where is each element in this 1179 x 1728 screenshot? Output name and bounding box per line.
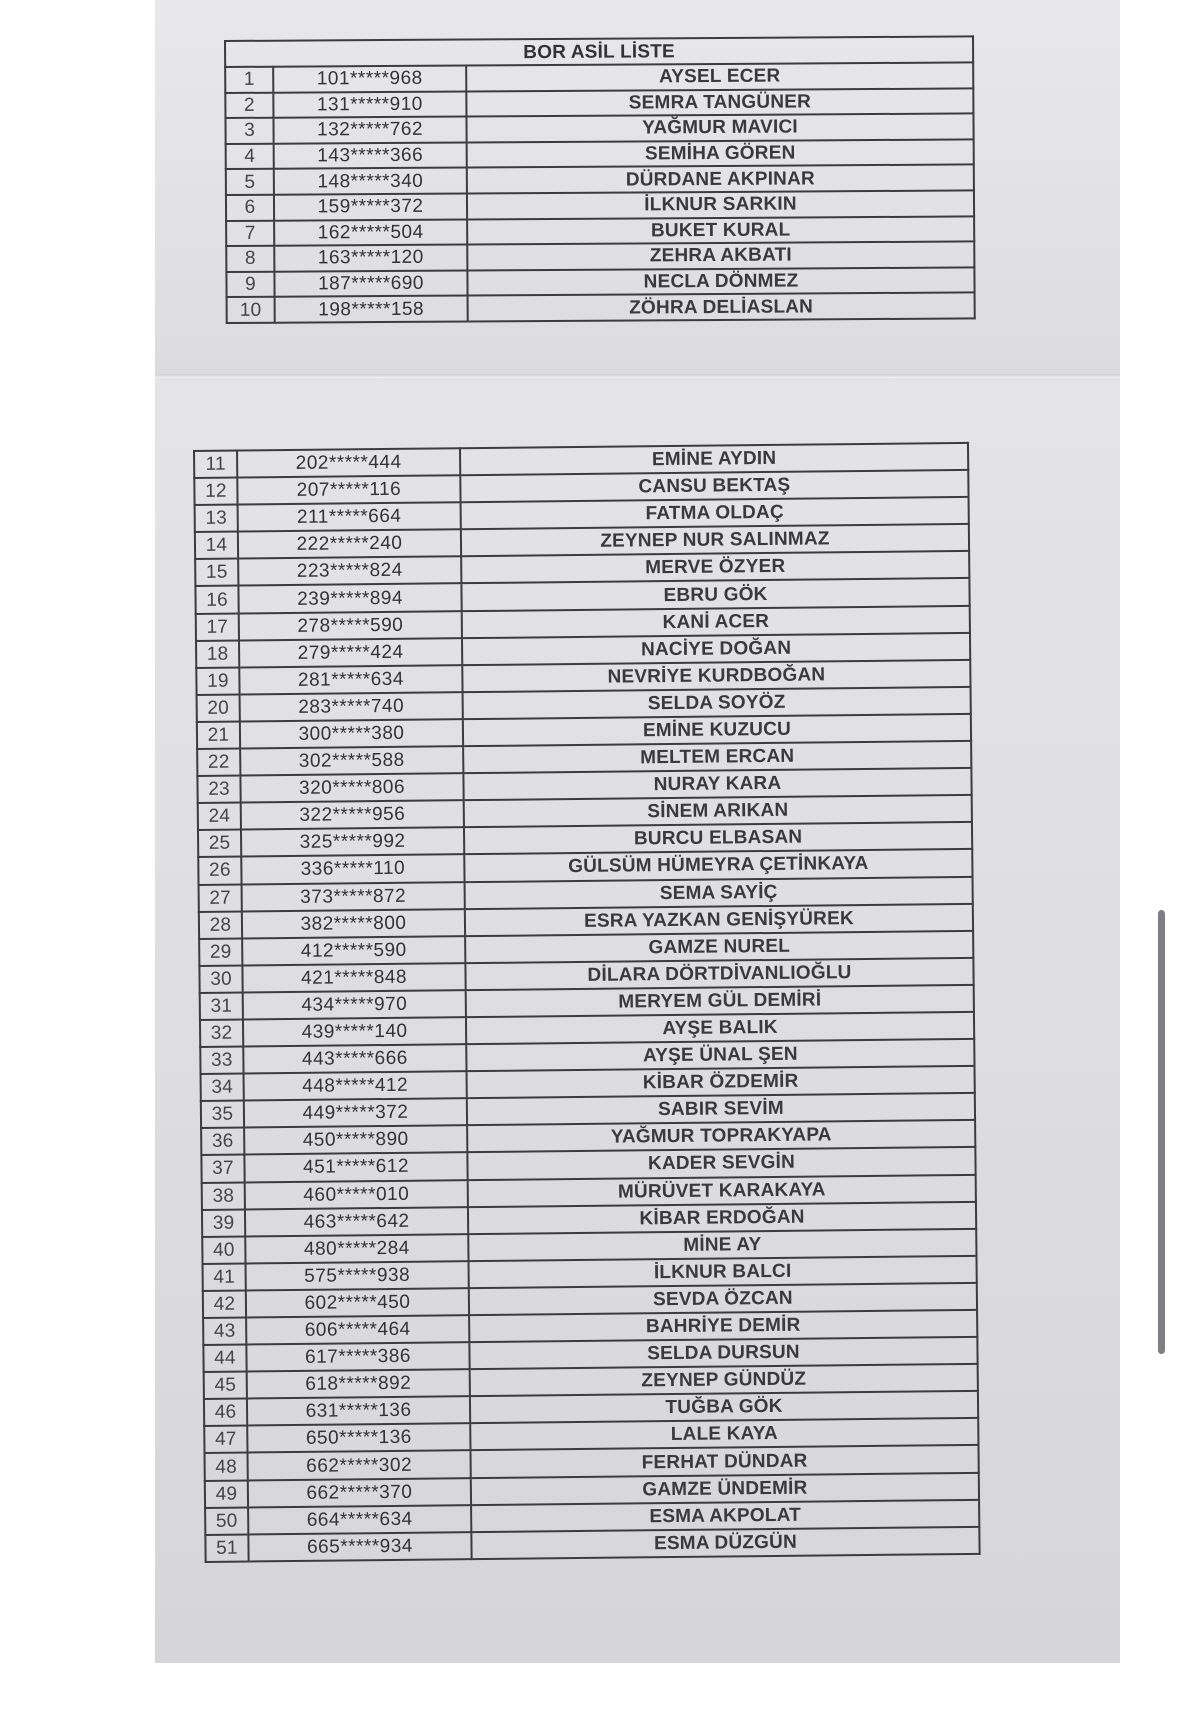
- row-number: 38: [202, 1182, 245, 1210]
- full-name: ESRA YAZKAN GENİŞYÜREK: [465, 903, 973, 935]
- full-name: TUĞBA GÖK: [470, 1391, 978, 1423]
- full-name: NEVRİYE KURDBOĞAN: [462, 660, 970, 692]
- masked-id: 239*****894: [238, 584, 461, 613]
- row-number: 21: [197, 721, 240, 749]
- row-number: 15: [195, 559, 238, 587]
- row-number: 4: [226, 143, 274, 169]
- row-number: 14: [195, 532, 238, 560]
- row-number: 5: [226, 169, 274, 195]
- full-name: GAMZE ÜNDEMİR: [471, 1472, 979, 1504]
- masked-id: 412*****590: [242, 936, 465, 965]
- masked-id: 101*****968: [273, 66, 466, 93]
- row-number: 3: [225, 118, 273, 144]
- masked-id: 650*****136: [247, 1424, 470, 1453]
- row-number: 11: [194, 451, 237, 479]
- full-name: NACİYE DOĞAN: [462, 633, 970, 665]
- masked-id: 187*****690: [274, 270, 467, 297]
- full-name: EMİNE AYDIN: [460, 443, 968, 475]
- masked-id: 434*****970: [243, 990, 466, 1019]
- masked-id: 223*****824: [238, 557, 461, 586]
- full-name: MERVE ÖZYER: [461, 551, 969, 583]
- full-name: FERHAT DÜNDAR: [470, 1445, 978, 1477]
- row-number: 35: [201, 1101, 244, 1129]
- page-seam: [155, 374, 1120, 378]
- row-number: 43: [203, 1317, 246, 1345]
- row-number: 25: [198, 830, 241, 858]
- table-title: BOR ASİL LİSTE: [225, 36, 973, 67]
- full-name: SEMRA TANGÜNER: [466, 88, 973, 117]
- full-name: ZEYNEP GÜNDÜZ: [470, 1364, 978, 1396]
- masked-id: 222*****240: [238, 529, 461, 558]
- masked-id: 320*****806: [240, 773, 463, 802]
- row-number: 22: [197, 749, 240, 777]
- row-number: 47: [204, 1426, 247, 1454]
- full-name: GÜLSÜM HÜMEYRA ÇETİNKAYA: [464, 849, 972, 881]
- full-name: KADER SEVGİN: [467, 1147, 975, 1179]
- full-name: KİBAR ÖZDEMİR: [467, 1066, 975, 1098]
- row-number: 18: [196, 640, 239, 668]
- masked-id: 302*****588: [240, 746, 463, 775]
- masked-id: 618*****892: [247, 1369, 470, 1398]
- masked-id: 382*****800: [242, 909, 465, 938]
- masked-id: 283*****740: [240, 692, 463, 721]
- vertical-scrollbar[interactable]: [1158, 910, 1165, 1354]
- table-body-top: [225, 62, 975, 323]
- masked-id: 665*****934: [248, 1532, 471, 1561]
- full-name: SİNEM ARIKAN: [464, 795, 972, 827]
- row-number: 42: [203, 1290, 246, 1318]
- list-table-bottom: [193, 442, 981, 1563]
- full-name: KANİ ACER: [462, 605, 970, 637]
- masked-id: 336*****110: [241, 855, 464, 884]
- masked-id: 159*****372: [274, 193, 467, 220]
- masked-id: 480*****284: [245, 1234, 468, 1263]
- masked-id: 278*****590: [239, 611, 462, 640]
- full-name: İLKNUR SARKIN: [467, 190, 974, 219]
- row-number: 8: [226, 246, 274, 272]
- full-name: NECLA DÖNMEZ: [467, 267, 974, 296]
- full-name: MERYEM GÜL DEMİRİ: [466, 985, 974, 1017]
- row-number: 48: [205, 1453, 248, 1481]
- row-number: 16: [195, 586, 238, 614]
- table-row: [227, 293, 975, 323]
- row-number: 30: [199, 965, 242, 993]
- masked-id: 606*****464: [246, 1315, 469, 1344]
- masked-id: 602*****450: [246, 1288, 469, 1317]
- masked-id: 132*****762: [273, 117, 466, 144]
- row-number: 7: [226, 220, 274, 246]
- masked-id: 322*****956: [241, 800, 464, 829]
- full-name: ZÖHRA DELİASLAN: [468, 293, 975, 322]
- masked-id: 211*****664: [238, 502, 461, 531]
- masked-id: 300*****380: [240, 719, 463, 748]
- row-number: 27: [199, 884, 242, 912]
- masked-id: 662*****302: [248, 1451, 471, 1480]
- row-number: 33: [200, 1047, 243, 1075]
- row-number: 34: [201, 1074, 244, 1102]
- masked-id: 148*****340: [274, 168, 467, 195]
- masked-id: 198*****158: [275, 296, 468, 323]
- full-name: SEVDA ÖZCAN: [469, 1283, 977, 1315]
- masked-id: 664*****634: [248, 1505, 471, 1534]
- masked-id: 281*****634: [239, 665, 462, 694]
- full-name: AYŞE ÜNAL ŞEN: [466, 1039, 974, 1071]
- full-name: EMİNE KUZUCU: [463, 714, 971, 746]
- masked-id: 575*****938: [246, 1261, 469, 1290]
- masked-id: 662*****370: [248, 1478, 471, 1507]
- full-name: ZEHRA AKBATI: [467, 242, 974, 271]
- table-body-bottom: [194, 443, 980, 1562]
- masked-id: 631*****136: [247, 1396, 470, 1425]
- full-name: LALE KAYA: [470, 1418, 978, 1450]
- row-number: 9: [226, 271, 274, 297]
- full-name: AYSEL ECER: [466, 62, 973, 91]
- masked-id: 202*****444: [237, 448, 460, 477]
- full-name: SEMA SAYİÇ: [465, 876, 973, 908]
- row-number: 26: [198, 857, 241, 885]
- full-name: KİBAR ERDOĞAN: [468, 1201, 976, 1233]
- row-number: 20: [197, 694, 240, 722]
- row-number: 40: [202, 1236, 245, 1264]
- row-number: 10: [227, 297, 275, 323]
- row-number: 17: [196, 613, 239, 641]
- full-name: GAMZE NUREL: [465, 931, 973, 963]
- masked-id: 463*****642: [245, 1207, 468, 1236]
- masked-id: 448*****412: [244, 1071, 467, 1100]
- full-name: ZEYNEP NUR SALINMAZ: [461, 524, 969, 556]
- row-number: 2: [225, 92, 273, 118]
- masked-id: 421*****848: [242, 963, 465, 992]
- row-number: 19: [196, 667, 239, 695]
- full-name: BURCU ELBASAN: [464, 822, 972, 854]
- full-name: BAHRİYE DEMİR: [469, 1310, 977, 1342]
- full-name: YAĞMUR MAVICI: [466, 114, 973, 143]
- row-number: 39: [202, 1209, 245, 1237]
- full-name: SELDA SOYÖZ: [463, 687, 971, 719]
- row-number: 36: [201, 1128, 244, 1156]
- row-number: 32: [200, 1019, 243, 1047]
- masked-id: 163*****120: [274, 245, 467, 272]
- row-number: 46: [204, 1399, 247, 1427]
- masked-id: 373*****872: [242, 882, 465, 911]
- full-name: MELTEM ERCAN: [463, 741, 971, 773]
- masked-id: 450*****890: [244, 1126, 467, 1155]
- full-name: FATMA OLDAÇ: [461, 497, 969, 529]
- row-number: 49: [205, 1480, 248, 1508]
- full-name: EBRU GÖK: [461, 578, 969, 610]
- row-number: 51: [205, 1534, 248, 1562]
- row-number: 24: [198, 803, 241, 831]
- masked-id: 207*****116: [237, 475, 460, 504]
- masked-id: 325*****992: [241, 827, 464, 856]
- list-table-top: [224, 35, 976, 324]
- row-number: 41: [203, 1263, 246, 1291]
- masked-id: 460*****010: [245, 1180, 468, 1209]
- masked-id: 279*****424: [239, 638, 462, 667]
- full-name: SABIR SEVİM: [467, 1093, 975, 1125]
- full-name: ESMA AKPOLAT: [471, 1499, 979, 1531]
- masked-id: 143*****366: [274, 142, 467, 169]
- row-number: 31: [200, 992, 243, 1020]
- full-name: ESMA DÜZGÜN: [471, 1527, 979, 1559]
- full-name: SELDA DURSUN: [469, 1337, 977, 1369]
- masked-id: 617*****386: [246, 1342, 469, 1371]
- full-name: DİLARA DÖRTDİVANLIOĞLU: [465, 958, 973, 990]
- row-number: 1: [225, 67, 273, 93]
- row-number: 37: [201, 1155, 244, 1183]
- full-name: CANSU BEKTAŞ: [460, 470, 968, 502]
- masked-id: 162*****504: [274, 219, 467, 246]
- row-number: 29: [199, 938, 242, 966]
- row-number: 23: [197, 776, 240, 804]
- row-number: 45: [204, 1372, 247, 1400]
- full-name: MÜRÜVET KARAKAYA: [468, 1174, 976, 1206]
- row-number: 6: [226, 195, 274, 221]
- full-name: MİNE AY: [468, 1229, 976, 1261]
- full-name: SEMİHA GÖREN: [467, 139, 974, 168]
- full-name: İLKNUR BALCI: [469, 1256, 977, 1288]
- masked-id: 449*****372: [244, 1098, 467, 1127]
- row-number: 28: [199, 911, 242, 939]
- row-number: 12: [194, 478, 237, 506]
- masked-id: 439*****140: [243, 1017, 466, 1046]
- full-name: AYŞE BALIK: [466, 1012, 974, 1044]
- masked-id: 451*****612: [244, 1153, 467, 1182]
- row-number: 44: [203, 1345, 246, 1373]
- full-name: BUKET KURAL: [467, 216, 974, 245]
- row-number: 13: [195, 505, 238, 533]
- full-name: YAĞMUR TOPRAKYAPA: [467, 1120, 975, 1152]
- masked-id: 443*****666: [243, 1044, 466, 1073]
- full-name: NURAY KARA: [463, 768, 971, 800]
- masked-id: 131*****910: [273, 91, 466, 118]
- full-name: DÜRDANE AKPINAR: [467, 165, 974, 194]
- row-number: 50: [205, 1507, 248, 1535]
